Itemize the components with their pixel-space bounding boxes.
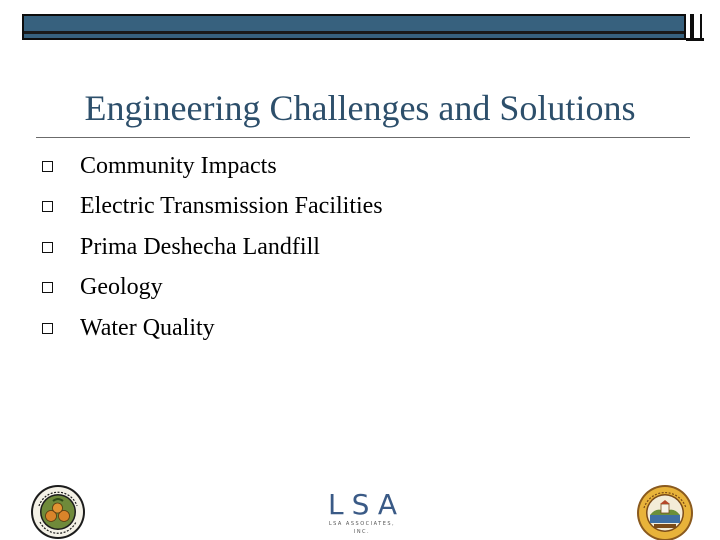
- bullet-text: Prima Deshecha Landfill: [80, 233, 320, 260]
- top-decorative-bar: [22, 14, 686, 40]
- lsa-logo-letters: LSA: [328, 488, 406, 521]
- hollow-square-bullet-icon: [42, 201, 53, 212]
- bullet-text: Electric Transmission Facilities: [80, 193, 383, 220]
- bullet-text: Community Impacts: [80, 152, 277, 179]
- city-of-san-clemente-seal-logo: [636, 484, 694, 540]
- city-of-orange-seal-logo: [30, 484, 86, 540]
- hollow-square-bullet-icon: [42, 282, 53, 293]
- bullet-item: [42, 146, 383, 187]
- bullet-item: [42, 227, 383, 268]
- bullet-item: [42, 268, 383, 309]
- title-divider: [36, 137, 690, 138]
- bullet-text: Geology: [80, 274, 163, 301]
- hollow-square-bullet-icon: [42, 323, 53, 334]
- slide-title: Engineering Challenges and Solutions: [84, 88, 636, 128]
- bullet-item: [42, 187, 383, 228]
- bullet-list: [42, 146, 383, 349]
- top-bar-end-cap: [690, 14, 702, 40]
- hollow-square-bullet-icon: [42, 242, 53, 253]
- bullet-item: [42, 308, 383, 349]
- bullet-text: Water Quality: [80, 314, 215, 341]
- lsa-logo-subtitle: LSA ASSOCIATES, INC.: [328, 521, 396, 535]
- top-bar-end-base: [686, 38, 704, 41]
- lsa-logo: [320, 488, 406, 535]
- hollow-square-bullet-icon: [42, 161, 53, 172]
- top-bar-stripe: [24, 31, 684, 34]
